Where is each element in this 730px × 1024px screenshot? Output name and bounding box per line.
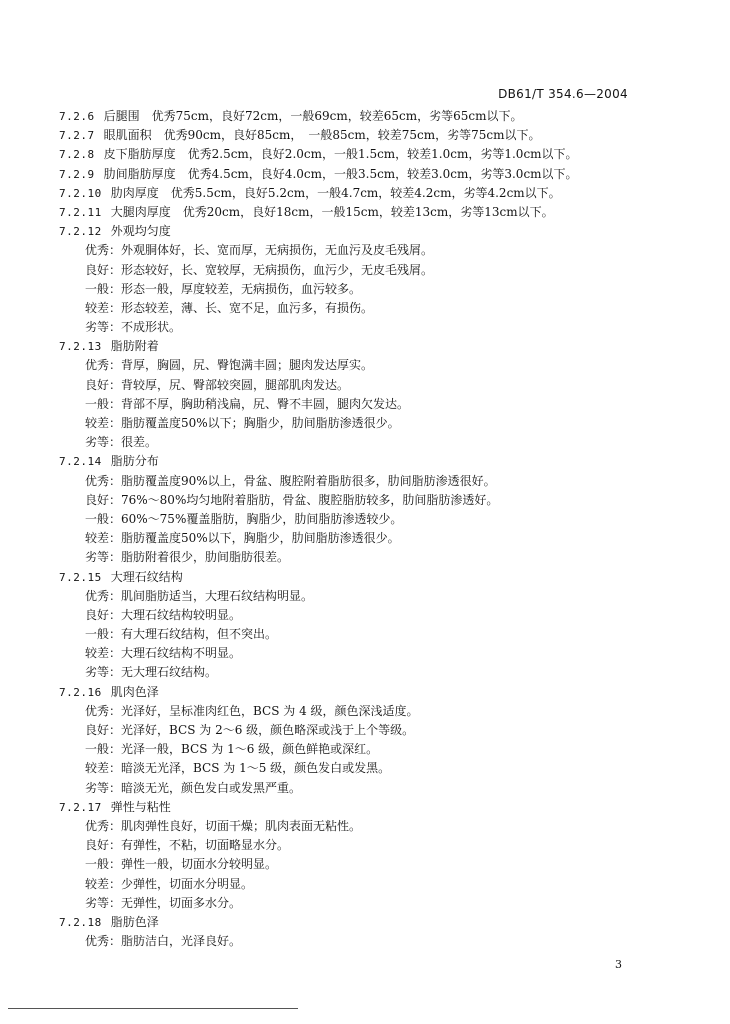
grade-line: 优秀：外观胴体好，长、宽而厚，无病损伤，无血污及皮毛残屑。 [85,243,434,258]
clause-text: 大理石纹结构 [110,569,183,584]
grade-line: 良好：光泽好，BCS 为 2～6 级，颜色略深或浅于上个等级。 [85,723,415,737]
clause-number: 7.2.14 [59,455,102,469]
clause-line [0,913,730,932]
clause-number: 7.2.12 [59,225,102,239]
document-body [0,107,730,951]
clause-text: 外观均匀度 [110,224,171,239]
clause-text: 肌肉色泽 [110,684,159,699]
grade-line: 良好：形态较好，长、宽较厚，无病损伤，血污少，无皮毛残屑。 [85,262,434,277]
clause-number: 7.2.18 [59,915,102,929]
clause-number: 7.2.17 [59,800,102,814]
grade-line: 较差：大理石纹结构不明显。 [85,646,242,661]
clause-number: 7.2.6 [59,110,95,123]
clause-text: 弹性与粘性 [110,799,171,814]
grade-line: 一般：弹性一般，切面水分较明显。 [85,857,278,872]
grade-line: 较差：脂肪覆盖度50%以下；胸脂少，肋间脂肪渗透很少。 [85,416,400,430]
grade-line: 优秀：脂肪洁白，光泽良好。 [85,934,242,949]
clause-line [0,165,730,184]
grade-line: 劣等：无弹性，切面多水分。 [85,895,242,910]
grade-line: 一般：有大理石纹结构，但不突出。 [85,627,278,642]
clause-line [0,452,730,471]
clause-text: 脂肪附着 [110,339,159,354]
footer-rule [8,1008,298,1009]
clause-number: 7.2.10 [59,186,102,200]
clause-number: 7.2.7 [59,129,95,143]
grade-line: 一般：光泽一般，BCS 为 1～6 级，颜色鲜艳或深红。 [85,742,379,757]
clause-line [0,337,730,356]
grade-line: 一般：60%～75%覆盖脂肪，胸脂少，肋间脂肪渗透较少。 [85,511,403,526]
clause-text: 肋肉厚度 优秀5.5cm，良好5.2cm，一般4.7cm，较差4.2cm，劣等4.2cm以下。 [110,185,561,200]
clause-line [0,184,730,203]
clause-text: 肋间脂肪厚度 优秀4.5cm，良好4.0cm，一般3.5cm，较差3.0cm，劣等3.0cm以下。 [103,166,578,181]
grade-line: 良好：76%～80%均匀地附着脂肪，骨盆、腹腔脂肪较多，肋间脂肪渗透好。 [85,492,499,507]
clause-text: 脂肪分布 [110,454,159,469]
clause-line [0,145,730,164]
grade-line: 优秀：肌肉弹性良好，切面干燥；肌肉表面无粘性。 [85,818,362,833]
document-standard-id: DB61/T 354.6—2004 [498,87,628,101]
grade-line: 较差：暗淡无光泽，BCS 为 1～5 级，颜色发白或发黑。 [85,761,391,776]
clause-number: 7.2.8 [59,148,95,162]
clause-text: 大腿肉厚度 优秀20cm，良好18cm，一般15cm，较差13cm，劣等13cm以下。 [110,204,554,219]
grade-line: 优秀：背厚，胸圆，尻、臀饱满丰圆；腿肉发达厚实。 [85,358,374,373]
grade-line: 良好：有弹性，不粘，切面略显水分。 [85,838,290,853]
clause-line [0,798,730,817]
clause-number: 7.2.16 [59,685,102,699]
grade-line: 劣等：脂肪附着很少，肋间脂肪很差。 [85,550,290,565]
grade-line: 劣等：无大理石纹结构。 [85,665,218,680]
clause-text: 后腿围 优秀75cm，良好72cm，一般69cm，较差65cm，劣等65cm以下。 [103,109,523,123]
clause-line [0,203,730,222]
clause-number: 7.2.13 [59,340,102,354]
clause-number: 7.2.11 [59,205,102,219]
grade-line: 良好：背较厚，尻、臀部较突圆，腿部肌肉发达。 [85,377,350,392]
clause-text: 眼肌面积 优秀90cm，良好85cm， 一般85cm，较差75cm，劣等75cm以下。 [103,128,541,143]
grade-line: 劣等：不成形状。 [85,320,182,335]
grade-line: 优秀：光泽好，呈标准肉红色，BCS 为 4 级，颜色深浅适度。 [85,703,419,718]
clause-line [0,107,730,126]
clause-line [0,126,730,145]
clause-line [0,683,730,702]
clause-number: 7.2.15 [59,570,102,584]
clause-line [0,568,730,587]
grade-line: 一般：背部不厚，胸助稍浅扁，尻、臀不丰圆，腿肉欠发达。 [85,396,410,411]
grade-line: 劣等：暗淡无光，颜色发白或发黑严重。 [85,780,302,795]
clause-text: 皮下脂肪厚度 优秀2.5cm，良好2.0cm，一般1.5cm，较差1.0cm，劣等1.0cm以下。 [103,147,578,162]
grade-line: 劣等：很差。 [85,435,158,450]
grade-line: 较差：形态较差，薄、长、宽不足，血污多，有损伤。 [85,300,374,315]
grade-line: 优秀：脂肪覆盖度90%以上，骨盆、腹腔附着脂肪很多，肋间脂肪渗透很好。 [85,473,496,488]
clause-number: 7.2.9 [59,167,95,181]
grade-line: 优秀：肌间脂肪适当，大理石纹结构明显。 [85,588,314,603]
grade-line: 较差：脂肪覆盖度50%以下，胸脂少，肋间脂肪渗透很少。 [85,531,400,546]
grade-line: 较差：少弹性，切面水分明显。 [85,876,254,891]
page-number: 3 [615,958,622,971]
clause-text: 脂肪色泽 [110,914,159,929]
clause-line [0,222,730,241]
grade-line: 良好：大理石纹结构较明显。 [85,607,242,622]
grade-line: 一般：形态一般，厚度较差，无病损伤，血污较多。 [85,281,362,296]
